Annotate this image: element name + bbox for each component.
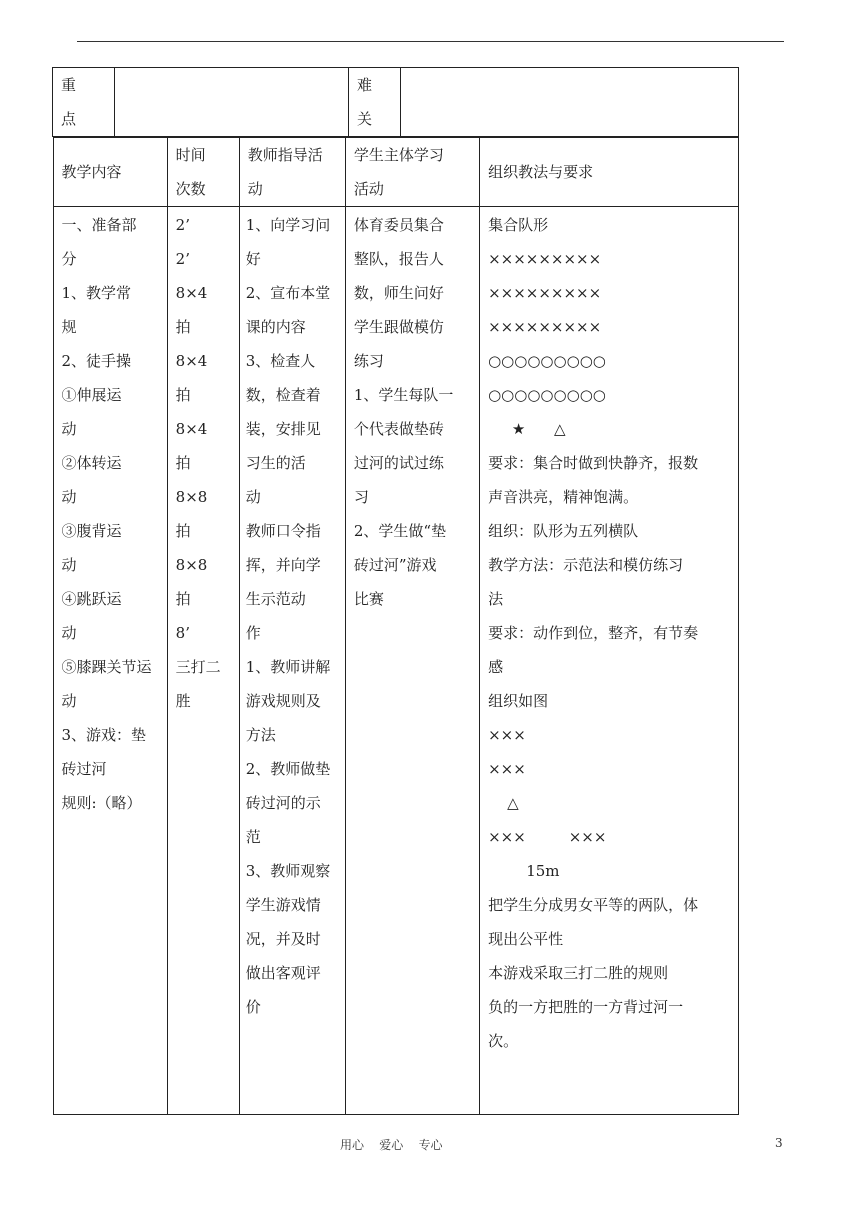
teacher-line: 价 [245, 998, 261, 1016]
organization-line: ××××××××× [488, 284, 602, 302]
main-table [53, 137, 739, 1115]
teacher-line: 生示范动 [245, 590, 306, 608]
content-line: 3、游戏：垫 [61, 726, 147, 744]
time-line: 8’ [175, 624, 190, 642]
organization-line: 负的一方把胜的一方背过河一 [488, 998, 684, 1016]
teacher-line: 1、教师讲解 [245, 658, 331, 676]
content-line: ⑤膝踝关节运 [61, 658, 152, 676]
teacher-line: 挥，并向学 [245, 556, 321, 574]
header-time-line-2: 次数 [175, 180, 206, 198]
student-cell [345, 207, 479, 1115]
teacher-line: 学生游戏情 [245, 896, 321, 914]
content-line: 2、徒手操 [61, 352, 132, 370]
header-content [53, 138, 167, 207]
student-line: 练习 [353, 352, 384, 370]
organization-line: 教学方法：示范法和模仿练习 [488, 556, 684, 574]
time-line: 拍 [175, 590, 191, 608]
time-line: 2’ [175, 216, 190, 234]
student-list [354, 208, 477, 616]
teacher-line: 好 [245, 250, 261, 268]
header-organization [480, 138, 738, 207]
content-line: ①伸展运 [61, 386, 122, 404]
content-line: 动 [61, 556, 77, 574]
teacher-line: 况，并及时 [245, 930, 321, 948]
time-cell [167, 207, 239, 1115]
teacher-line: 习生的活 [245, 454, 306, 472]
content-line: 砖过河 [61, 760, 107, 778]
zhongdian-value-cell[interactable] [115, 68, 349, 137]
teacher-line: 3、教师观察 [245, 862, 331, 880]
content-line: ④跳跃运 [61, 590, 122, 608]
organization-line: 感 [488, 658, 504, 676]
organization-line: 组织：队形为五列横队 [488, 522, 639, 540]
time-list [176, 208, 237, 718]
lesson-plan-table [52, 67, 739, 1115]
organization-line: ○○○○○○○○○ [488, 352, 606, 370]
teacher-line: 1、向学习问 [245, 216, 331, 234]
teacher-line: 教师口令指 [245, 522, 321, 540]
organization-line: 把学生分成男女平等的两队，体 [488, 896, 699, 914]
header-time [167, 138, 239, 207]
organization-line: 现出公平性 [488, 930, 564, 948]
organization-line: 声音洪亮，精神饱满。 [488, 488, 639, 506]
teacher-line: 范 [245, 828, 261, 846]
zhongdian-label-1: 重 [61, 76, 77, 94]
header-row [53, 138, 738, 207]
content-cell [53, 207, 167, 1115]
zhongdian-label-2: 点 [61, 110, 77, 128]
teacher-line: 课的内容 [245, 318, 306, 336]
time-line: 胜 [175, 692, 191, 710]
time-line: 2’ [175, 250, 190, 268]
student-line: 个代表做垫砖 [353, 420, 444, 438]
nanguan-label-2: 关 [357, 110, 373, 128]
teacher-line: 方法 [245, 726, 276, 744]
student-line: 体育委员集合 [353, 216, 444, 234]
nanguan-label-cell [349, 68, 401, 137]
organization-line: ××××××××× [488, 250, 602, 268]
time-line: 8×4 [175, 420, 208, 438]
nanguan-label-1: 难 [357, 76, 373, 94]
teacher-line: 游戏规则及 [245, 692, 321, 710]
zhongdian-label-cell [53, 68, 115, 137]
time-line: 拍 [175, 386, 191, 404]
header-teacher-line-2: 动 [247, 180, 263, 198]
organization-line: ★ △ [488, 420, 566, 438]
teacher-line: 装，安排见 [245, 420, 321, 438]
student-line: 学生跟做模仿 [353, 318, 444, 336]
time-line: 8×8 [175, 488, 208, 506]
student-line: 习 [353, 488, 369, 506]
header-time-line-1: 时间 [175, 146, 206, 164]
time-line: 三打二 [175, 658, 221, 676]
key-points-row [53, 68, 739, 137]
student-line: 砖过河”游戏 [353, 556, 437, 574]
teacher-line: 3、检查人 [245, 352, 316, 370]
organization-line: ○○○○○○○○○ [488, 386, 606, 404]
student-line: 过河的试过练 [353, 454, 444, 472]
organization-line: 次。 [488, 1032, 519, 1050]
content-list [62, 208, 165, 820]
content-line: 动 [61, 692, 77, 710]
time-line: 8×8 [175, 556, 208, 574]
content-line: 1、教学常 [61, 284, 132, 302]
footer-motto: 用心 爱心 专心 [340, 1138, 443, 1152]
organization-line: △ [488, 794, 519, 812]
student-line: 1、学生每队一 [353, 386, 454, 404]
organization-line: ××× ××× [488, 828, 607, 846]
student-line: 2、学生做“垫 [353, 522, 447, 540]
organization-line: 要求：集合时做到快静齐，报数 [488, 454, 699, 472]
organization-line: 组织如图 [488, 692, 549, 710]
content-line: ③腹背运 [61, 522, 122, 540]
teacher-line: 砖过河的示 [245, 794, 321, 812]
teacher-line: 2、宣布本堂 [245, 284, 331, 302]
teacher-line: 作 [245, 624, 261, 642]
header-rule [77, 41, 784, 42]
header-student-line-1: 学生主体学习 [353, 146, 444, 164]
time-line: 8×4 [175, 284, 208, 302]
student-line: 整队，报告人 [353, 250, 444, 268]
organization-line: ××× [488, 760, 526, 778]
header-student [345, 138, 479, 207]
content-line: 规则:（略） [61, 794, 142, 812]
organization-list [488, 208, 735, 1058]
organization-line: 要求：动作到位，整齐，有节奏 [488, 624, 699, 642]
teacher-line: 动 [245, 488, 261, 506]
content-line: 规 [61, 318, 77, 336]
content-line: 动 [61, 420, 77, 438]
organization-line: 本游戏采取三打二胜的规则 [488, 964, 669, 982]
content-line: 动 [61, 488, 77, 506]
header-student-line-2: 活动 [353, 180, 384, 198]
header-content-label: 教学内容 [61, 163, 122, 181]
organization-line: ××××××××× [488, 318, 602, 336]
organization-line: 法 [488, 590, 504, 608]
organization-line: ××× [488, 726, 526, 744]
content-line: ②体转运 [61, 454, 122, 472]
page-number: 3 [775, 1136, 783, 1150]
header-organization-label: 组织教法与要求 [488, 163, 594, 181]
organization-cell [480, 207, 738, 1115]
body-row [53, 207, 738, 1115]
student-line: 比赛 [353, 590, 384, 608]
student-line: 数，师生问好 [353, 284, 444, 302]
teacher-list [246, 208, 343, 1024]
content-line: 分 [61, 250, 77, 268]
time-line: 拍 [175, 454, 191, 472]
content-line: 一、准备部 [61, 216, 137, 234]
time-line: 8×4 [175, 352, 208, 370]
nanguan-value-cell[interactable] [401, 68, 739, 137]
teacher-line: 2、教师做垫 [245, 760, 331, 778]
content-line: 动 [61, 624, 77, 642]
organization-line: 15m [488, 862, 560, 880]
header-teacher-line-1: 教师指导活 [247, 146, 323, 164]
organization-line: 集合队形 [488, 216, 549, 234]
time-line: 拍 [175, 318, 191, 336]
teacher-line: 做出客观评 [245, 964, 321, 982]
header-teacher [239, 138, 345, 207]
time-line: 拍 [175, 522, 191, 540]
teacher-line: 数，检查着 [245, 386, 321, 404]
teacher-cell [239, 207, 345, 1115]
